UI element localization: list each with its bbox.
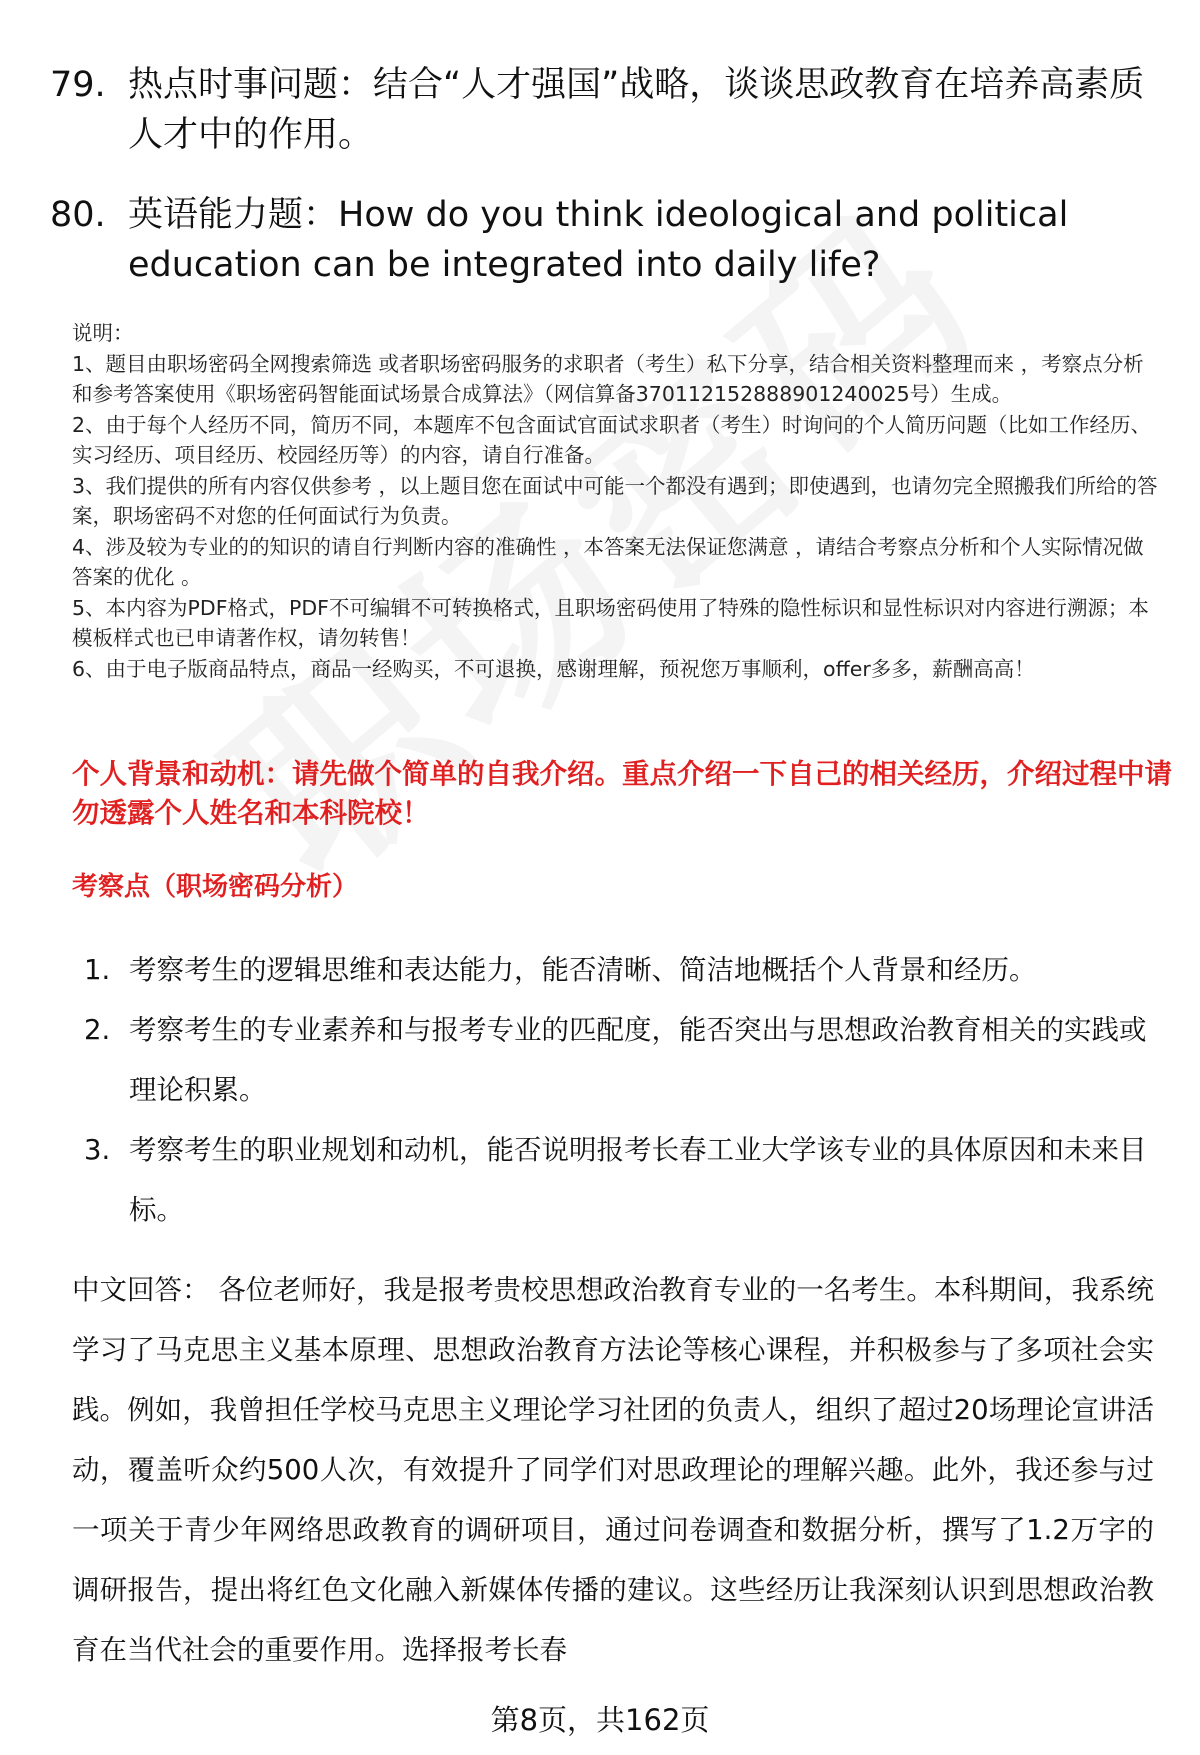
notes-item: 3、我们提供的所有内容仅供参考 ，以上题目您在面试中可能一个都没有遇到；即使遇到，也请勿完全照搬我们所给的答案，职场密码不对您的任何面试行为负责。 [72,473,1158,528]
notes-title: 说明： [72,321,134,345]
question-80 [50,190,1160,290]
notes-item: 5、本内容为PDF格式，PDF不可编辑不可转换格式，且职场密码使用了特殊的隐性标识和显性标识对内容进行溯源；本模板样式也已申请著作权，请勿转售！ [72,595,1149,650]
question-79 [50,60,1160,160]
list-item-number: 1. [84,954,111,986]
question-number: 79. [50,65,106,105]
list-item-text: 考察考生的职业规划和动机，能否说明报考长春工业大学该专业的具体原因和未来目标。 [129,1134,1147,1226]
chinese-answer-paragraph: 中文回答： 各位老师好，我是报考贵校思想政治教育专业的一名考生。本科期间，我系统学习了马克思主义基本原理、思想政治教育方法论等核心课程，并积极参与了多项社会实践。例如，我曾担任学校马克思主义理论学习社团的负责人，组织了超过20场理论宣讲活动，覆盖听众约500人次，有效提升了同学们对思政理论的理解兴趣。此外，我还参与过一项关于青少年网络思政教育的调研项目，通过问卷调查和数据分析，撰写了1.2万字的调研报告，提出将红色文化融入新媒体传播的建议。这些经历让我深刻认识到思想政治教育在当代社会的重要作用。选择报考长春 [72,1274,1154,1666]
list-item [72,1120,1162,1240]
list-item-number: 3. [84,1134,111,1166]
question-number: 80. [50,195,106,235]
list-item-text: 考察考生的逻辑思维和表达能力，能否清晰、简洁地概括个人背景和经历。 [129,954,1037,986]
list-item-number: 2. [84,1014,111,1046]
analysis-title: 考察点（职场密码分析） [72,872,359,902]
notes-block [72,318,1162,684]
question-text: 热点时事问题：结合“人才强国”战略，谈谈思政教育在培养高素质人才中的作用。 [128,65,1145,155]
list-item-text: 考察考生的专业素养和与报考专业的匹配度，能否突出与思想政治教育相关的实践或理论积累。 [129,1014,1147,1106]
notes-item: 6、由于电子版商品特点，商品一经购买，不可退换，感谢理解，预祝您万事顺利，offer多多，薪酬高高！ [72,656,1035,681]
notes-item: 4、涉及较为专业的的知识的请自行判断内容的准确性 ，本答案无法保证您满意 ，请结合考察点分析和个人实际情况做答案的优化 。 [72,534,1144,589]
list-item [72,1000,1162,1120]
question-text: 英语能力题：How do you think ideological and political education can be integrated into daily life? [128,195,1069,285]
interview-question-heading: 个人背景和动机：请先做个简单的自我介绍。重点介绍一下自己的相关经历，介绍过程中请勿透露个人姓名和本科院校！ [72,758,1172,829]
notes-item: 1、题目由职场密码全网搜索筛选 或者职场密码服务的求职者（考生）私下分享，结合相关资料整理而来 ，考察点分析和参考答案使用《职场密码智能面试场景合成算法》（网信算备370112152888901240025号）生成。 [72,351,1144,406]
analysis-points-list [72,940,1162,1240]
page-number-footer: 第8页，共162页 [490,1703,710,1737]
list-item [72,940,1162,1000]
notes-item: 2、由于每个人经历不同，简历不同，本题库不包含面试官面试求职者（考生）时询问的个人简历问题（比如工作经历、实习经历、项目经历、校园经历等）的内容，请自行准备。 [72,412,1152,467]
